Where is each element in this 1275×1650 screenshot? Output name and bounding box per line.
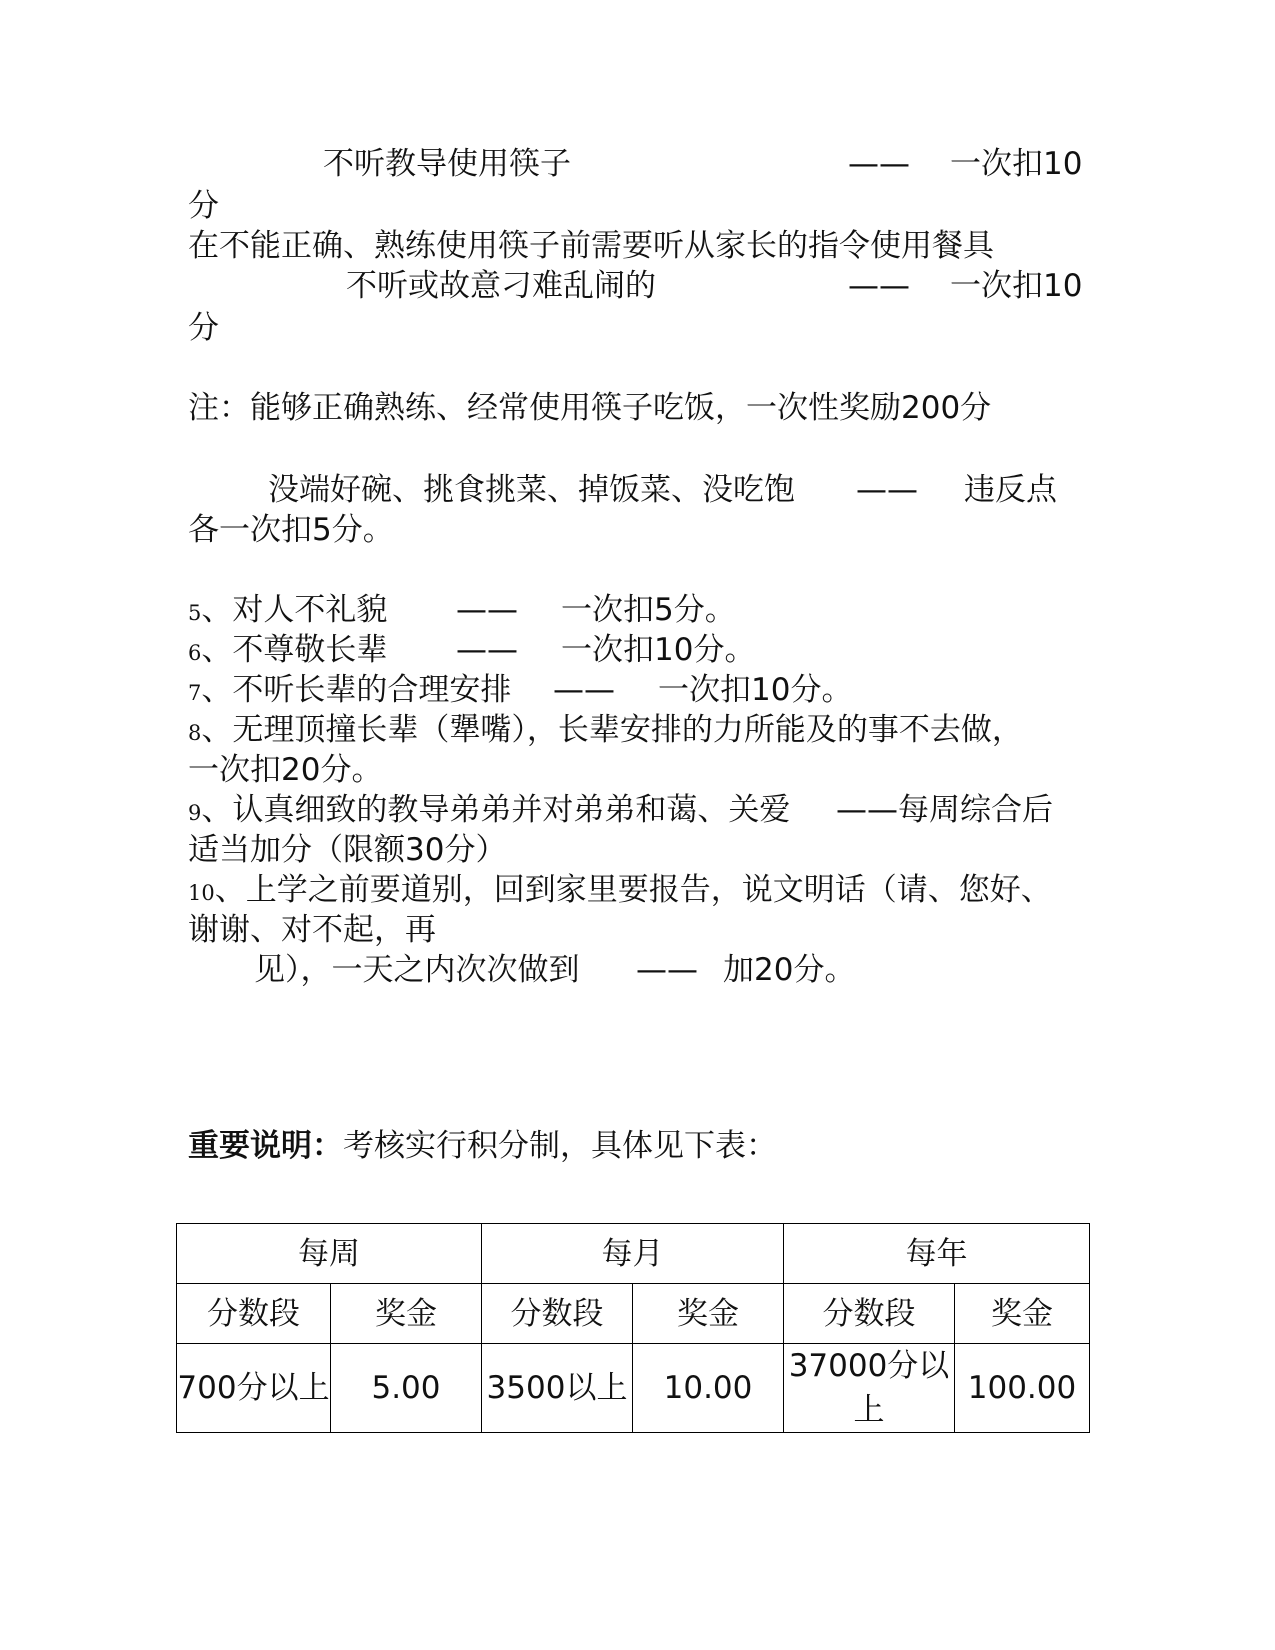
monthly-range-cell: 3500以上 xyxy=(482,1344,633,1433)
column-header: 分数段 xyxy=(177,1284,331,1344)
period-monthly-header: 每月 xyxy=(482,1224,784,1284)
item-penalty: 一次扣10分。 xyxy=(658,672,853,708)
rule-disobey-dash: —— xyxy=(848,268,910,304)
item-text: 、认真细致的教导弟弟并对弟弟和蔼、关爱 xyxy=(201,792,791,828)
rule-item-9-wrap: 适当加分（限额30分） xyxy=(188,832,507,868)
explanation-label: 重要说明： xyxy=(188,1128,343,1164)
item-number: 10 xyxy=(188,881,215,905)
weekly-prize-cell: 5.00 xyxy=(331,1344,482,1433)
rule-eating-line xyxy=(188,470,1088,510)
important-explanation xyxy=(188,1126,777,1166)
rule-chopsticks-instruction: 在不能正确、熟练使用筷子前需要听从家长的指令使用餐具 xyxy=(188,228,994,264)
item-bonus: 加20分。 xyxy=(723,952,856,988)
score-reward-table xyxy=(176,1223,1090,1433)
period-yearly-header: 每年 xyxy=(784,1224,1090,1284)
rule-disobey-penalty: 一次扣10 xyxy=(950,268,1083,304)
column-header: 奖金 xyxy=(331,1284,482,1344)
item-dash: ——每周综合后 xyxy=(836,792,1053,828)
item-number: 5 xyxy=(188,601,202,625)
rule-item-7 xyxy=(188,670,1088,710)
rule-chopsticks-text: 不听教导使用筷子 xyxy=(323,146,571,182)
item-dash: —— xyxy=(456,632,518,668)
rule-chopsticks-wrap: 分 xyxy=(188,188,219,224)
rule-eating-penalty: 违反点 xyxy=(964,472,1057,508)
rule-disobey-line xyxy=(188,266,1088,306)
item-text: 、上学之前要道别，回到家里要报告，说文明话（请、您好、 xyxy=(214,872,1052,908)
rule-disobey-wrap: 分 xyxy=(188,310,219,346)
item-number: 8 xyxy=(188,721,202,745)
rule-item-10-wrap: 谢谢、对不起，再 xyxy=(188,912,436,948)
item-text: 、不尊敬长辈 xyxy=(201,632,388,668)
reward-note: 注：能够正确熟练、经常使用筷子吃饭，一次性奖励200分 xyxy=(188,390,992,426)
rule-chopsticks-penalty: 一次扣10 xyxy=(950,146,1083,182)
item-dash: —— xyxy=(553,672,615,708)
item-penalty: 一次扣5分。 xyxy=(561,592,736,628)
item-text: 、不听长辈的合理安排 xyxy=(201,672,512,708)
item-text: 、对人不礼貌 xyxy=(201,592,388,628)
item-dash: —— xyxy=(636,952,698,988)
rule-eating-wrap: 各一次扣5分。 xyxy=(188,512,394,548)
item-number: 9 xyxy=(188,801,202,825)
rule-item-8-wrap: 一次扣20分。 xyxy=(188,752,383,788)
item-penalty: 一次扣10分。 xyxy=(561,632,756,668)
item-number: 7 xyxy=(188,681,202,705)
table-period-row xyxy=(177,1224,1090,1284)
column-header: 奖金 xyxy=(633,1284,784,1344)
rule-disobey-text: 不听或故意刁难乱闹的 xyxy=(346,268,656,304)
monthly-prize-cell: 10.00 xyxy=(633,1344,784,1433)
rule-item-8 xyxy=(188,710,1023,753)
weekly-range-cell: 700分以上 xyxy=(177,1344,331,1433)
rule-chopsticks-line xyxy=(188,144,1088,184)
column-header: 奖金 xyxy=(955,1284,1090,1344)
item-text: 、无理顶撞长辈（犟嘴），长辈安排的力所能及的事不去做， xyxy=(201,712,1023,748)
yearly-range-cell: 37000分以上 xyxy=(784,1344,955,1433)
rule-item-6 xyxy=(188,630,1088,670)
rule-item-5 xyxy=(188,590,1088,630)
table-header-row xyxy=(177,1284,1090,1344)
item-dash: —— xyxy=(456,592,518,628)
rule-item-10 xyxy=(188,870,1052,913)
rule-item-10-wrap2 xyxy=(188,950,1088,990)
period-weekly-header: 每周 xyxy=(177,1224,482,1284)
item-number: 6 xyxy=(188,641,202,665)
rule-item-9 xyxy=(188,790,1088,830)
column-header: 分数段 xyxy=(482,1284,633,1344)
column-header: 分数段 xyxy=(784,1284,955,1344)
rule-eating-text: 没端好碗、挑食挑菜、掉饭菜、没吃饱 xyxy=(268,472,795,508)
rule-eating-dash: —— xyxy=(856,472,918,508)
table-row xyxy=(177,1344,1090,1433)
item-text: 见），一天之内次次做到 xyxy=(254,952,580,988)
yearly-prize-cell: 100.00 xyxy=(955,1344,1090,1433)
rule-chopsticks-dash: —— xyxy=(848,146,910,182)
explanation-text: 考核实行积分制，具体见下表： xyxy=(343,1128,777,1164)
